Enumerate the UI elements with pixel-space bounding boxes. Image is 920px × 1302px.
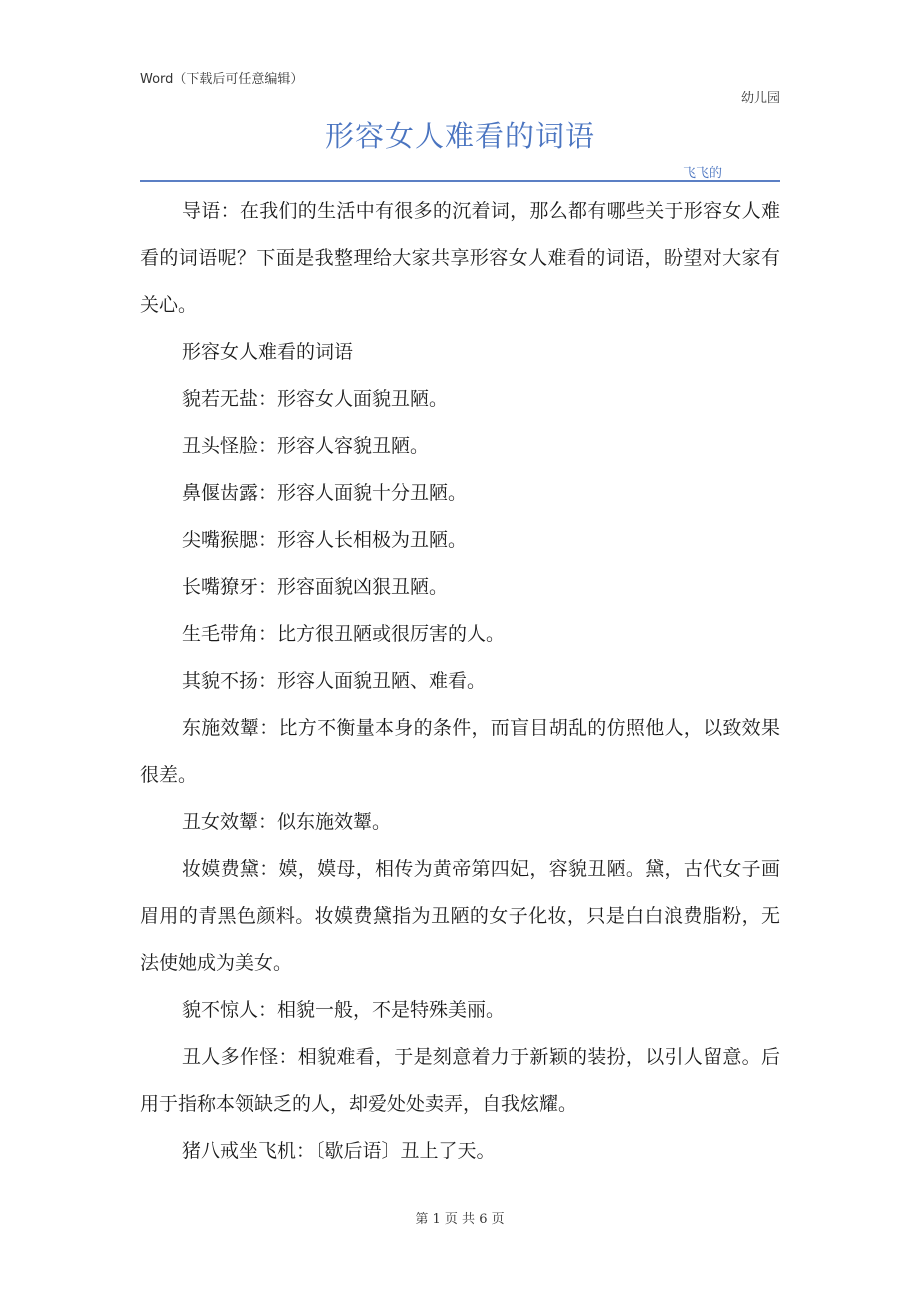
header-note: Word（下载后可任意编辑）	[140, 72, 304, 87]
paragraph-entry: 长嘴獠牙：形容面貌凶狠丑陋。	[182, 576, 449, 598]
paragraph-entry: 貌若无盐：形容女人面貌丑陋。	[182, 388, 449, 410]
paragraph-entry: 猪八戒坐飞机：〔歇后语〕丑上了天。	[182, 1140, 496, 1162]
paragraph-section-heading: 形容女人难看的词语	[182, 341, 354, 363]
paragraph-entry: 妆嫫费黛：嫫，嫫母，相传为黄帝第四妃，容貌丑陋。黛，古代女子画眉用的青黑色颜料。妆嫫费黛指为丑陋的女子化妆，只是白白浪费脂粉，无法使她成为美女。	[140, 858, 780, 974]
paragraph-entry: 丑头怪脸：形容人容貌丑陋。	[182, 435, 430, 457]
paragraph-entry: 东施效颦：比方不衡量本身的条件，而盲目胡乱的仿照他人，以致效果很差。	[140, 717, 780, 786]
document-author: 飞飞的	[683, 166, 723, 181]
paragraph-entry: 丑人多作怪：相貌难看，于是刻意着力于新颖的装扮，以引人留意。后用于指称本领缺乏的人，却爱处处卖弄，自我炫耀。	[140, 1046, 780, 1115]
paragraph-entry: 貌不惊人：相貌一般，不是特殊美丽。	[182, 999, 506, 1021]
header-category: 幼儿园	[740, 91, 780, 106]
document-body	[140, 188, 780, 1175]
paragraph-entry: 鼻偃齿露：形容人面貌十分丑陋。	[182, 482, 468, 504]
paragraph-entry: 丑女效颦：似东施效颦。	[182, 811, 392, 833]
paragraph-entry: 其貌不扬：形容人面貌丑陋、难看。	[182, 670, 487, 692]
document-title: 形容女人难看的词语	[324, 119, 595, 153]
paragraph-intro: 导语：在我们的生活中有很多的沉着词，那么都有哪些关于形容女人难看的词语呢？下面是我整理给大家共享形容女人难看的词语，盼望对大家有关心。	[140, 200, 780, 316]
paragraph-entry: 尖嘴猴腮：形容人长相极为丑陋。	[182, 529, 468, 551]
page-footer: 第 1 页 共 6 页	[415, 1212, 505, 1227]
title-divider	[140, 180, 780, 182]
paragraph-entry: 生毛带角：比方很丑陋或很厉害的人。	[182, 623, 506, 645]
